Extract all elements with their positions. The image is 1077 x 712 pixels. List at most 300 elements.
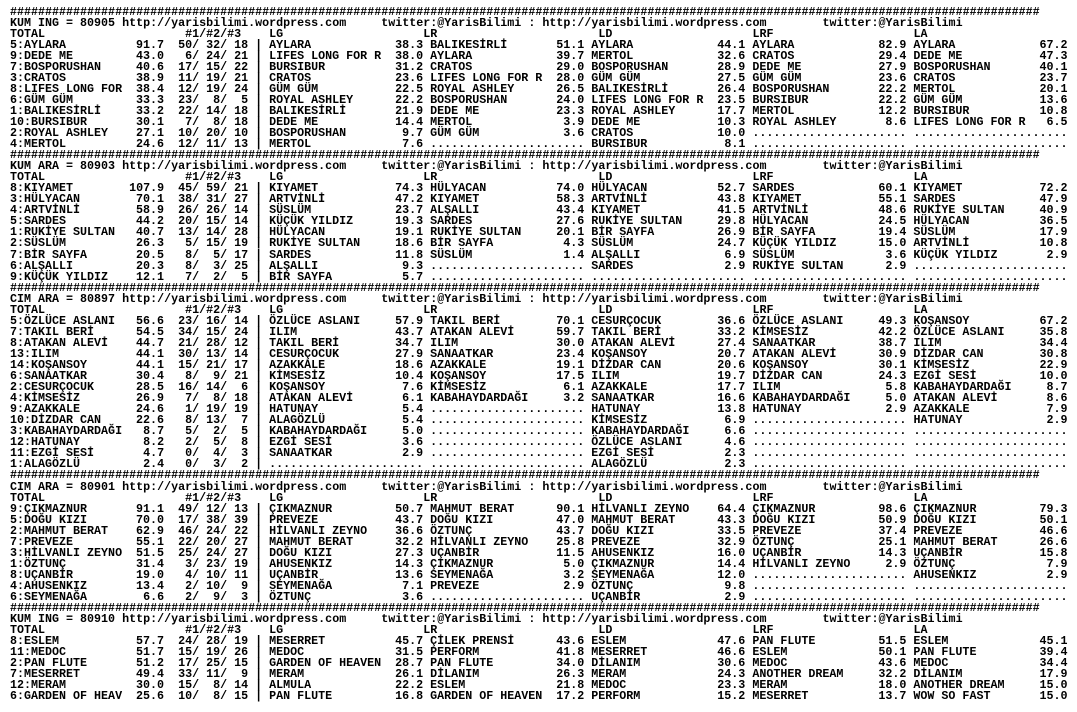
la-score: 72.2 — [1039, 181, 1068, 196]
ld-horse: CRATOS — [591, 126, 634, 141]
la-score: 47.9 — [1039, 192, 1068, 207]
col-header-ld: LD — [598, 623, 613, 638]
lg-score: 31.2 — [395, 59, 424, 74]
lr-horse: ÇİLEK PRENSİ — [430, 634, 515, 649]
la-horse: ÖZTUNÇ — [913, 556, 956, 571]
wins-separator: / — [220, 81, 228, 96]
wins-second: 24 — [206, 523, 221, 538]
wins-first: 49 — [178, 501, 193, 516]
lg-horse: MAHMUT BERAT — [269, 534, 354, 549]
wins-separator: / — [192, 424, 200, 439]
wins-first: 16 — [178, 380, 193, 395]
la-horse: AYLARA — [913, 37, 956, 52]
spacer — [584, 205, 591, 216]
lrf-horse: AYLARA — [752, 37, 795, 52]
lr-empty: ...................... — [430, 424, 585, 439]
lr-score: 6.1 — [563, 380, 585, 395]
col-header-lg: LG — [269, 623, 284, 638]
spacer — [906, 437, 913, 448]
lrf-empty: ...................... — [752, 137, 907, 152]
table-row — [10, 70, 1068, 85]
lr-score: 39.7 — [556, 48, 585, 63]
lr-score: 43.6 — [556, 634, 585, 649]
lr-score: 5.0 — [563, 556, 585, 571]
horse-label: 5:ÖZLÜCE ASLANI — [10, 313, 116, 328]
lg-score: 43.7 — [395, 324, 424, 339]
spacer — [745, 216, 752, 227]
ld-horse: MAHMUT BERAT — [591, 512, 676, 527]
lrf-horse: CRATOS — [752, 48, 795, 63]
lr-score: 3.2 — [563, 567, 585, 582]
lr-score: 17.2 — [556, 689, 585, 704]
la-horse: HATUNAY — [913, 413, 963, 428]
lg-score: 18.6 — [395, 236, 424, 251]
column-divider: | — [255, 358, 263, 372]
lr-score: 51.1 — [556, 37, 585, 52]
lr-horse: DİLANIM — [430, 667, 480, 682]
wins-first: 12 — [178, 81, 193, 96]
ld-horse: DOĞU KIZI — [591, 523, 655, 538]
lg-score: 19.3 — [395, 214, 424, 229]
spacer — [423, 261, 430, 272]
wins-separator: / — [192, 435, 200, 450]
wins-separator: / — [220, 501, 228, 516]
spacer — [584, 680, 591, 691]
lr-horse: MAHMUT BERAT — [430, 501, 515, 516]
wins-third: 27 — [234, 192, 249, 207]
separator: ################################################################################################################################################### — [10, 280, 1040, 295]
la-score: 40.9 — [1039, 203, 1068, 218]
lg-score: 22.5 — [395, 81, 424, 96]
la-horse: HÜLYACAN — [913, 214, 970, 229]
ld-horse: HATUNAY — [591, 402, 641, 417]
col-header-wins: #1/#2/#3 — [185, 302, 242, 317]
column-divider: | — [255, 369, 263, 384]
lr-horse: BİR SAYFA — [430, 236, 494, 251]
table-row — [10, 512, 1068, 527]
wins-second: 5 — [213, 247, 221, 262]
wins-first: 7 — [185, 391, 193, 406]
total-score: 4.7 — [143, 446, 165, 461]
twitter-handle: twitter:@YarisBilimi — [381, 291, 522, 306]
table-row — [10, 313, 1068, 328]
lr-score: 74.0 — [556, 181, 585, 196]
spacer — [906, 570, 913, 581]
header-colon: : — [528, 479, 536, 494]
wins-separator: / — [192, 678, 200, 693]
lrf-score: 23.6 — [878, 70, 907, 85]
la-horse: BURSIBUR — [913, 103, 970, 118]
wins-third: 5 — [241, 92, 249, 107]
wins-separator: / — [192, 236, 200, 251]
ld-score: 10.0 — [717, 126, 746, 141]
lg-score: 9.3 — [402, 258, 424, 273]
column-divider: | — [255, 578, 263, 593]
column-divider: | — [255, 247, 263, 262]
wins-first: 15 — [178, 678, 193, 693]
column-divider: | — [255, 346, 263, 361]
wins-second: 9 — [213, 369, 221, 384]
horse-label: 8:ATAKAN ALEVİ — [10, 335, 109, 350]
lr-score: 2.9 — [563, 578, 585, 593]
spacer — [423, 360, 430, 371]
spacer — [745, 371, 752, 382]
race-title: KUM ING = 80910 — [10, 612, 116, 627]
col-header-lg: LG — [269, 170, 284, 185]
header-colon: : — [528, 159, 536, 174]
spacer — [745, 40, 752, 51]
spacer — [745, 194, 752, 205]
spacer — [745, 183, 752, 194]
col-header-lr: LR — [423, 490, 438, 505]
ld-score: 14.4 — [717, 556, 746, 571]
wins-second: 5 — [213, 435, 221, 450]
separator: ################################################################################################################################################### — [10, 468, 1040, 483]
lg-horse: EZGİ SESİ — [269, 435, 333, 450]
lrf-score: 18.0 — [878, 678, 907, 693]
spacer — [906, 647, 913, 658]
wins-separator: / — [220, 413, 228, 428]
horse-label: 7:TAKIL BERİ — [10, 324, 95, 339]
wins-first: 17 — [178, 59, 193, 74]
wins-third: 11 — [234, 567, 249, 582]
wins-separator: / — [220, 589, 228, 604]
la-horse: KİMSESİZ — [913, 358, 970, 372]
horse-label: 4:ARTVİNLİ — [10, 203, 81, 218]
la-score: 67.2 — [1039, 313, 1068, 328]
wins-separator: / — [220, 678, 228, 693]
wins-third: 19 — [234, 236, 249, 251]
horse-label: 4:MERTOL — [10, 137, 67, 152]
table-row — [10, 360, 1068, 371]
wins-third: 13 — [234, 501, 249, 516]
column-header-row — [10, 490, 1068, 505]
table-row — [10, 216, 1068, 227]
col-header-wins: #1/#2/#3 — [185, 490, 242, 505]
horse-label: 8:ESLEM — [10, 634, 60, 649]
lg-score: 11.8 — [395, 247, 424, 262]
lg-score: 26.1 — [395, 667, 424, 682]
wins-separator: / — [192, 667, 200, 682]
spacer — [906, 393, 913, 404]
ld-horse: ÖZLÜCE ASLANI — [591, 435, 683, 450]
lrf-horse: SARDES — [752, 181, 795, 196]
total-score: 51.7 — [136, 645, 165, 660]
ld-horse: KIYAMET — [591, 203, 641, 218]
ld-horse: ESLEM — [591, 634, 627, 649]
wins-second: 2 — [213, 269, 221, 284]
column-divider: | — [255, 446, 263, 461]
spacer — [423, 194, 430, 205]
wins-second: 19 — [206, 645, 221, 660]
spacer — [906, 40, 913, 51]
spacer — [584, 581, 591, 592]
horse-label: 2:CESURÇOCUK — [10, 380, 95, 395]
spacer — [423, 426, 430, 437]
lrf-horse: RUKİYE SULTAN — [752, 258, 844, 273]
column-divider: | — [255, 656, 263, 671]
wins-second: 19 — [206, 70, 221, 85]
lrf-score: 60.1 — [878, 181, 907, 196]
spacer — [423, 216, 430, 227]
wins-third: 14 — [234, 678, 249, 693]
lg-horse: MERTOL — [269, 137, 312, 152]
col-header-lg: LG — [269, 26, 284, 41]
lrf-horse: GÜM GÜM — [752, 70, 802, 85]
spacer — [423, 570, 430, 581]
lg-horse: PAN FLUTE — [269, 689, 333, 704]
la-score: 40.1 — [1039, 59, 1068, 74]
lr-score: 1.4 — [563, 247, 585, 262]
spacer — [745, 415, 752, 426]
spacer — [584, 437, 591, 448]
lg-horse: SEYMENAĞA — [269, 578, 333, 593]
spacer — [906, 636, 913, 647]
lrf-empty: ...................... — [752, 446, 907, 461]
wins-first: 25 — [178, 545, 193, 560]
lrf-score: 25.1 — [878, 534, 907, 549]
lg-horse: KOŞANSOY — [269, 380, 326, 395]
wins-separator: / — [220, 59, 228, 74]
spacer — [423, 316, 430, 327]
column-divider: | — [255, 689, 263, 704]
spacer — [745, 73, 752, 84]
spacer — [584, 658, 591, 669]
wins-third: 19 — [234, 402, 249, 417]
spacer — [745, 570, 752, 581]
lg-score: 7.1 — [402, 578, 424, 593]
horse-label: 13:ILIM — [10, 346, 60, 361]
la-score: 2.9 — [1046, 567, 1068, 582]
ld-score: 23.5 — [717, 92, 746, 107]
la-score: 10.8 — [1039, 236, 1068, 251]
total-score: 12.1 — [136, 269, 165, 284]
spacer — [423, 327, 430, 338]
spacer — [584, 95, 591, 106]
lg-score: 74.3 — [395, 181, 424, 196]
lg-horse: SARDES — [269, 247, 312, 262]
wins-separator: / — [220, 48, 228, 63]
spacer — [423, 437, 430, 448]
lrf-score: 48.6 — [878, 203, 907, 218]
wins-separator: / — [192, 512, 200, 527]
col-header-lrf: LRF — [752, 490, 774, 505]
spacer — [423, 504, 430, 515]
ld-score: 30.6 — [717, 656, 746, 671]
spacer — [584, 216, 591, 227]
la-score: 35.8 — [1039, 324, 1068, 339]
lrf-horse: SANAATKAR — [752, 335, 816, 350]
spacer — [584, 691, 591, 702]
table-row — [10, 567, 1068, 582]
wins-first: 33 — [178, 667, 193, 682]
la-score: 23.7 — [1039, 70, 1068, 85]
table-row — [10, 183, 1068, 194]
column-divider: | — [255, 424, 263, 439]
wins-second: 28 — [206, 335, 221, 350]
ld-score: 28.9 — [717, 59, 746, 74]
la-empty: ...................... — [913, 424, 1068, 439]
ld-horse: HÜLYACAN — [591, 181, 648, 196]
total-score: 13.4 — [136, 578, 165, 593]
ld-score: 23.3 — [717, 678, 746, 693]
col-header-la: LA — [913, 170, 928, 185]
column-divider: | — [255, 70, 263, 85]
wins-third: 9 — [241, 578, 249, 593]
wins-second: 14 — [206, 225, 221, 240]
header-colon: : — [528, 612, 536, 627]
spacer — [745, 504, 752, 515]
race-block — [10, 150, 1068, 283]
spacer — [423, 548, 430, 559]
column-divider: | — [255, 589, 263, 604]
wins-third: 24 — [234, 81, 249, 96]
wins-separator: / — [192, 203, 200, 218]
spacer — [745, 437, 752, 448]
wins-second: 32 — [206, 37, 221, 52]
column-divider: | — [255, 534, 263, 549]
total-score: 107.9 — [129, 181, 165, 196]
column-divider: | — [255, 678, 263, 693]
horse-label: 5:SARDES — [10, 214, 67, 229]
column-divider: | — [255, 545, 263, 560]
spacer — [584, 636, 591, 647]
ld-horse: KOŞANSOY — [591, 346, 648, 361]
total-score: 30.4 — [136, 369, 165, 384]
col-header-lr: LR — [423, 302, 438, 317]
column-divider: | — [255, 92, 263, 107]
spacer — [906, 680, 913, 691]
lg-score: 36.6 — [395, 523, 424, 538]
lrf-score: 30.1 — [878, 358, 907, 372]
wins-separator: / — [220, 369, 228, 384]
lr-horse: PERFORM — [430, 645, 480, 660]
wins-separator: / — [220, 181, 228, 196]
lr-score: 3.2 — [563, 391, 585, 406]
ld-score: 6.6 — [724, 424, 746, 439]
wins-second: 15 — [206, 236, 221, 251]
wins-first: 1 — [185, 402, 193, 417]
spacer — [745, 581, 752, 592]
wins-separator: / — [220, 236, 228, 251]
wins-separator: / — [192, 126, 200, 141]
wins-first: 30 — [178, 346, 193, 361]
spacer — [906, 691, 913, 702]
wins-second: 23 — [206, 556, 221, 571]
la-horse: UÇANBİR — [913, 545, 963, 560]
la-score: 34.4 — [1039, 335, 1068, 350]
total-score: 20.5 — [136, 247, 165, 262]
lrf-empty: ...................... — [752, 589, 907, 604]
wins-separator: / — [192, 567, 200, 582]
la-horse: LIFES LONG FOR R — [913, 114, 1026, 129]
spacer — [745, 393, 752, 404]
spacer — [906, 261, 913, 272]
spacer — [423, 448, 430, 459]
la-score: 7.9 — [1046, 402, 1068, 417]
total-score: 8.2 — [143, 435, 165, 450]
la-empty: ...................... — [913, 137, 1068, 152]
site-url: http://yarisbilimi.wordpress.com — [542, 612, 767, 627]
lr-score: 28.0 — [556, 70, 585, 85]
la-score: 8.6 — [1046, 391, 1068, 406]
total-score: 28.5 — [136, 380, 165, 395]
column-divider: | — [255, 126, 263, 141]
column-divider: | — [255, 435, 263, 450]
horse-label: 8:UÇANBİR — [10, 567, 74, 582]
spacer — [745, 95, 752, 106]
horse-label: 3:CRATOS — [10, 70, 67, 85]
col-header-ld: LD — [598, 490, 613, 505]
lr-score: 26.3 — [556, 667, 585, 682]
wins-second: 8 — [213, 391, 221, 406]
lg-horse: DEDE ME — [269, 114, 319, 129]
lg-horse: BURSIBUR — [269, 59, 326, 74]
la-horse: BOSPORUSHAN — [913, 59, 991, 74]
lr-horse: DOĞU KIZI — [430, 512, 494, 527]
total-score: 24.6 — [136, 137, 165, 152]
wins-separator: / — [220, 313, 228, 328]
wins-second: 59 — [206, 181, 221, 196]
wins-third: 9 — [241, 667, 249, 682]
total-score: 70.0 — [136, 512, 165, 527]
horse-label: 1:ÖZTUNÇ — [10, 556, 67, 571]
wins-third: 6 — [241, 380, 249, 395]
total-score: 26.3 — [136, 236, 165, 251]
lrf-score: 8.6 — [885, 114, 907, 129]
wins-separator: / — [192, 324, 200, 339]
total-score: 58.9 — [136, 203, 165, 218]
lrf-score: 22.2 — [878, 92, 907, 107]
wins-separator: / — [220, 656, 228, 671]
race-header — [10, 15, 1068, 30]
wins-second: 14 — [206, 380, 221, 395]
total-score: 31.4 — [136, 556, 165, 571]
ld-horse: ALAGÖZLÜ — [591, 457, 648, 472]
spacer — [584, 404, 591, 415]
lr-score: 23.3 — [556, 103, 585, 118]
lrf-empty: ...................... — [752, 578, 907, 593]
ld-score: 41.5 — [717, 203, 746, 218]
lrf-horse: ILIM — [752, 380, 781, 395]
horse-label: 1:ALAGÖZLÜ — [10, 457, 81, 472]
wins-separator: / — [220, 556, 228, 571]
wins-second: 38 — [206, 512, 221, 527]
wins-third: 5 — [241, 269, 249, 284]
spacer — [906, 117, 913, 128]
spacer — [423, 128, 430, 139]
spacer — [906, 415, 913, 426]
spacer — [745, 205, 752, 216]
spacer — [584, 106, 591, 117]
lrf-score: 22.2 — [878, 81, 907, 96]
lg-score: 34.7 — [395, 335, 424, 350]
lr-score: 70.1 — [556, 313, 585, 328]
ld-score: 13.8 — [717, 402, 746, 417]
wins-separator: / — [192, 346, 200, 361]
horse-label: 8:LIFES LONG FOR — [10, 81, 123, 96]
lr-score: 41.8 — [556, 645, 585, 660]
la-empty: ...................... — [913, 578, 1068, 593]
wins-second: 14 — [206, 103, 221, 118]
wins-third: 17 — [234, 358, 249, 372]
spacer — [423, 669, 430, 680]
lrf-horse: ÇIKMAZNUR — [752, 501, 816, 516]
wins-second: 10 — [206, 578, 221, 593]
lr-horse: TAKIL BERİ — [430, 313, 501, 328]
total-score: 30.0 — [136, 678, 165, 693]
la-empty: ...................... — [913, 446, 1068, 461]
